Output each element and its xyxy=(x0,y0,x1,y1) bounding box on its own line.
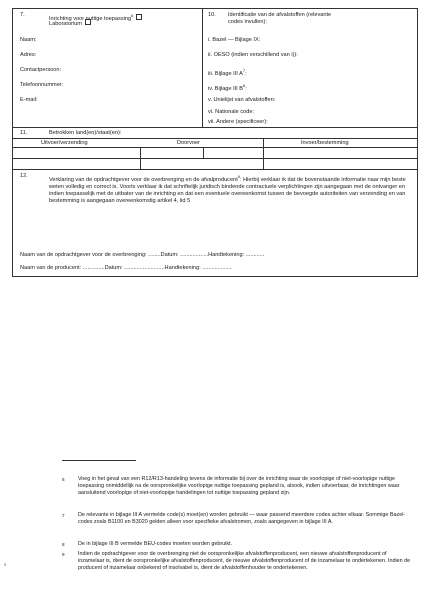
box-12-declaration xyxy=(13,169,417,276)
footnote-7 xyxy=(62,512,412,540)
facility-checkbox[interactable] xyxy=(136,14,142,20)
code-annex-3a-sup: 7 xyxy=(242,68,246,73)
footnote-separator xyxy=(62,460,136,461)
code-basel-label: i. Bazel — Bijlage IX: xyxy=(208,37,261,43)
code-other-label: vii. Andere (specificeer): xyxy=(208,119,268,125)
field-phone-label: Telefoonnummer: xyxy=(20,82,64,88)
box-7-lab-label: Laboratorium xyxy=(49,21,82,27)
box-10-title-line2: codes invullen): xyxy=(228,19,267,25)
countries-header-row xyxy=(13,138,417,148)
laboratory-checkbox[interactable] xyxy=(85,19,91,25)
footnote-7-number: 7 xyxy=(62,513,65,518)
footnote-7-text: De relevante in bijlage III A vermelde code(s) moet(en) worden gebruikt — waar passend meerdere codes achter elkaar. Sommige Bazel-codes zoals B1100 en B3020 gelden alleen voor specifieke afvalstromen, zoals aangegeven in bijlage III A. xyxy=(78,512,406,525)
declaration-rest: : Hierbij verklaar ik dat de bovenstaande informatie naar mijn beste weten volledig en correct is. Voorts verklaar ik dat schriftelijk juridisch bindende contractuele verplichtingen zijn aangegaan met de ontvanger en indien toepasselijk met de uitbater van de inrichting en dat een eventuele overeenkomst tussen de bevoegde autoriteiten van verzending en van bestemming is aangegaan overeenkomstig artikel 4, lid 5 xyxy=(49,176,406,204)
boxes-7-10 xyxy=(13,9,417,127)
box-7-title-line2 xyxy=(49,19,91,28)
signature-producer-line[interactable]: Naam van de producent: ..............Datum: ..........................Handtekening: ................... xyxy=(20,265,232,271)
code-annex-3b-text: iv. Bijlage III B xyxy=(208,85,244,92)
box-11-countries xyxy=(13,127,417,169)
code-annex-3b-label xyxy=(208,82,247,93)
box-10-number: 10. xyxy=(208,12,216,18)
annex-form xyxy=(12,8,418,277)
footnote-9-text: Indien de opdrachtgever voor de overbrenging niet de oorspronkelijke afvalstoffenproducent, een nieuwe afvalstoffenproducent of inzamelaar is, dient de oorspronkelijke afvalstoffenproducent, de nieuwe afvalstoffenproducent of de inzamelaar te ondertekenen. Indien de producent of inzamelaar onbekend of insolvabel is, dient de afvalstoffenhouder te ondertekenen. xyxy=(78,551,411,571)
box-10-title-line1: Identificatie van de afvalstoffen (relevante xyxy=(228,12,332,18)
box-11-number: 11. xyxy=(20,130,28,136)
footnote-8-text: De in bijlage III B vermelde BEU-codes moeten worden gebruikt. xyxy=(78,541,233,547)
field-address-label: Adres: xyxy=(20,52,37,58)
box-7-recovery-facility xyxy=(13,9,203,127)
box-7-number: 7. xyxy=(20,12,25,18)
margin-mark: 9 xyxy=(4,562,7,567)
code-eu-list-label: v. Unielijst van afvalstoffen: xyxy=(208,97,276,103)
divider xyxy=(140,147,141,169)
box-12-number: 12. xyxy=(20,173,28,179)
declaration-text xyxy=(49,173,411,205)
countries-table xyxy=(13,139,417,169)
field-name-label: Naam: xyxy=(20,37,37,43)
col-import: Invoer/bestemming xyxy=(301,140,349,146)
footnote-6 xyxy=(62,476,412,514)
code-annex-3a-text: iii. Bijlage III A xyxy=(208,70,243,77)
footnote-8-number: 8 xyxy=(62,542,65,547)
box-11-title: Betrokken land(en)/staat(en): xyxy=(49,130,122,136)
footnote-6-number: 6 xyxy=(62,477,65,482)
field-email-label: E-mail: xyxy=(20,97,38,103)
code-oecd-label: ii. OESO (indien verschillend van i)): xyxy=(208,52,298,58)
code-annex-3b-colon: : xyxy=(245,85,247,92)
countries-data-row[interactable] xyxy=(13,148,417,159)
col-export: Uitvoer/verzending xyxy=(41,140,88,146)
box-10-waste-identification xyxy=(203,9,417,127)
footnote-8 xyxy=(62,541,412,549)
declaration-start: Verklaring van de opdrachtgever voor de overbrenging en de afvalproducent xyxy=(49,176,238,183)
box-7-title-sup: 6 xyxy=(131,13,134,18)
declaration-sup: 9 xyxy=(237,174,240,179)
footnote-9-number: 9 xyxy=(62,552,65,557)
field-contact-label: Contactpersoon: xyxy=(20,67,62,73)
signature-shipper-line[interactable]: Naam van de opdrachtgever voor de overbrenging: ........Datum: ..................Handtekening: ............ xyxy=(20,252,265,258)
footnote-9 xyxy=(62,551,412,587)
divider xyxy=(263,138,264,169)
code-annex-3a-label xyxy=(208,67,247,78)
code-annex-3a-colon: : xyxy=(245,70,247,77)
divider xyxy=(203,147,204,158)
code-national-label: vi. Nationale code: xyxy=(208,109,255,115)
code-annex-3b-sup: 8 xyxy=(243,83,246,88)
footnote-6-text: Voeg in het geval van een R12/R13-handeling tevens de informatie bij over de inrichting waar de voorlopige of niet-voorlopige nuttige toepassing onmiddellijk na de oorspronkelijke voorlopige nuttige toepassing gepland is, alsook, indien uitvoerbaar, de inrichtingen waar aansluitend voorlopige of niet-voorlopige handelingen tot nuttige toepassing gepland zijn. xyxy=(78,476,400,496)
box-7-title-line1: Inrichting voor nuttige toepassing xyxy=(49,15,132,22)
col-transit: Doorvoer xyxy=(177,140,201,146)
